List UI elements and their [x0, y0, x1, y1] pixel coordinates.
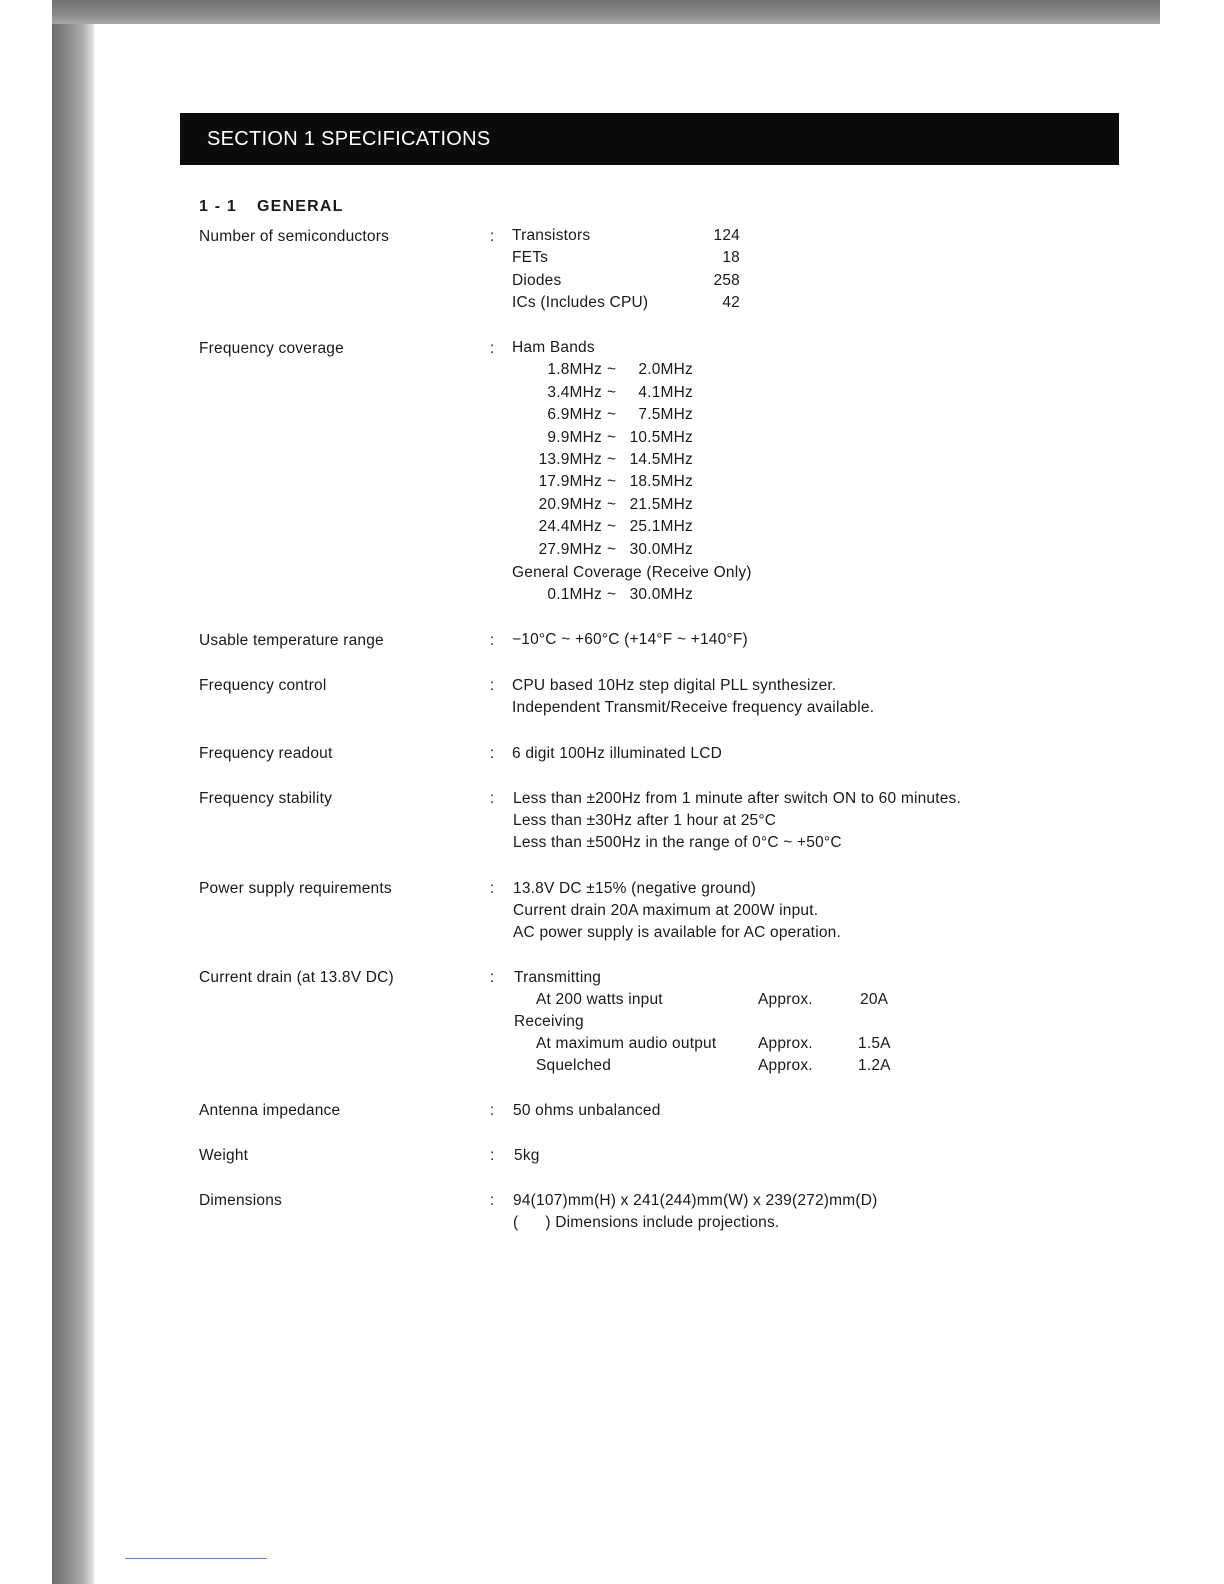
band-separator: ~	[607, 406, 617, 423]
semiconductors-label: Number of semiconductors	[199, 228, 390, 245]
antenna-value: 50 ohms unbalanced	[513, 1102, 661, 1119]
band-high: 7.5MHz	[638, 406, 693, 423]
general-low: 0.1MHz	[547, 586, 602, 603]
band-low: 3.4MHz	[547, 384, 602, 401]
general-coverage-heading: General Coverage (Receive Only)	[512, 564, 752, 581]
band-high: 25.1MHz	[629, 518, 693, 535]
colon: :	[490, 790, 495, 807]
colon: :	[490, 1102, 495, 1119]
scan-binding-shadow	[52, 0, 94, 1584]
frequency-stability-line: Less than ±30Hz after 1 hour at 25°C	[513, 812, 777, 829]
band-low: 20.9MHz	[538, 496, 602, 513]
band-low: 1.8MHz	[547, 361, 602, 378]
section-header-bar	[180, 113, 1119, 165]
current-drain-value: 1.5A	[858, 1035, 891, 1052]
semiconductor-name: FETs	[512, 249, 549, 266]
scan-top-shadow	[52, 0, 1160, 24]
semiconductor-count: 124	[713, 227, 740, 244]
current-drain-approx: Approx.	[758, 991, 813, 1008]
colon: :	[490, 880, 495, 897]
power-supply-label: Power supply requirements	[199, 880, 392, 897]
colon: :	[490, 340, 495, 357]
band-low: 17.9MHz	[538, 473, 602, 490]
semiconductor-name: Diodes	[512, 272, 562, 289]
frequency-stability-line: Less than ±200Hz from 1 minute after switch ON to 60 minutes.	[513, 790, 962, 807]
band-high: 30.0MHz	[629, 541, 693, 558]
band-low: 6.9MHz	[547, 406, 602, 423]
band-high: 4.1MHz	[638, 384, 693, 401]
scan-margin-left	[0, 0, 52, 1584]
footer-underline	[125, 1558, 267, 1559]
temperature-value: −10°C ~ +60°C (+14°F ~ +140°F)	[512, 631, 748, 648]
frequency-control-label: Frequency control	[199, 677, 327, 694]
section-title: SECTION 1 SPECIFICATIONS	[207, 128, 491, 150]
band-high: 2.0MHz	[638, 361, 693, 378]
colon: :	[490, 632, 495, 649]
transmitting-heading: Transmitting	[514, 969, 602, 986]
power-supply-line: 13.8V DC ±15% (negative ground)	[513, 880, 757, 897]
current-drain-desc: At maximum audio output	[536, 1035, 717, 1052]
semiconductor-count: 18	[722, 249, 740, 266]
band-low: 13.9MHz	[538, 451, 602, 468]
band-separator: ~	[607, 473, 617, 490]
band-separator: ~	[607, 541, 617, 558]
frequency-readout-value: 6 digit 100Hz illuminated LCD	[512, 745, 722, 762]
band-separator: ~	[607, 429, 617, 446]
band-separator: ~	[607, 451, 617, 468]
subsection-heading	[199, 198, 344, 216]
ham-bands-heading: Ham Bands	[512, 339, 595, 356]
band-high: 10.5MHz	[629, 429, 693, 446]
temperature-label: Usable temperature range	[199, 632, 384, 649]
band-separator: ~	[607, 518, 617, 535]
semiconductor-count: 258	[713, 272, 740, 289]
semiconductor-name: Transistors	[512, 227, 591, 244]
subsection-number: 1 - 1	[199, 198, 238, 215]
band-high: 21.5MHz	[629, 496, 693, 513]
dimensions-label: Dimensions	[199, 1192, 282, 1209]
semiconductor-name: ICs (Includes CPU)	[512, 294, 649, 311]
band-low: 9.9MHz	[547, 429, 602, 446]
band-high: 18.5MHz	[629, 473, 693, 490]
current-drain-value: 1.2A	[858, 1057, 891, 1074]
colon: :	[490, 1192, 495, 1209]
colon: :	[490, 228, 495, 245]
power-supply-line: AC power supply is available for AC operation.	[513, 924, 841, 941]
weight-value: 5kg	[514, 1147, 540, 1164]
power-supply-line: Current drain 20A maximum at 200W input.	[513, 902, 819, 919]
frequency-control-line: Independent Transmit/Receive frequency available.	[512, 699, 875, 716]
subsection-title: GENERAL	[257, 198, 344, 215]
general-high: 30.0MHz	[629, 586, 693, 603]
colon: :	[490, 677, 495, 694]
scan-margin-right	[1160, 0, 1224, 1584]
receiving-heading: Receiving	[514, 1013, 584, 1030]
band-separator: ~	[607, 361, 617, 378]
colon: :	[490, 969, 495, 986]
frequency-control-line: CPU based 10Hz step digital PLL synthesizer.	[512, 677, 837, 694]
dimensions-note: ( ) Dimensions include projections.	[513, 1214, 780, 1231]
frequency-readout-label: Frequency readout	[199, 745, 333, 762]
frequency-stability-line: Less than ±500Hz in the range of 0°C ~ +50°C	[513, 834, 842, 851]
band-high: 14.5MHz	[629, 451, 693, 468]
antenna-label: Antenna impedance	[199, 1102, 341, 1119]
colon: :	[490, 745, 495, 762]
band-low: 27.9MHz	[538, 541, 602, 558]
frequency-stability-label: Frequency stability	[199, 790, 333, 807]
current-drain-label: Current drain (at 13.8V DC)	[199, 969, 394, 986]
semiconductor-count: 42	[722, 294, 740, 311]
dimensions-value: 94(107)mm(H) x 241(244)mm(W) x 239(272)mm(D)	[513, 1192, 878, 1209]
current-drain-approx: Approx.	[758, 1057, 813, 1074]
weight-label: Weight	[199, 1147, 249, 1164]
band-low: 24.4MHz	[538, 518, 602, 535]
current-drain-desc: Squelched	[536, 1057, 612, 1074]
current-drain-value: 20A	[860, 991, 889, 1008]
band-separator: ~	[607, 384, 617, 401]
colon: :	[490, 1147, 495, 1164]
general-separator: ~	[607, 586, 617, 603]
current-drain-desc: At 200 watts input	[536, 991, 663, 1008]
frequency-coverage-label: Frequency coverage	[199, 340, 344, 357]
current-drain-approx: Approx.	[758, 1035, 813, 1052]
band-separator: ~	[607, 496, 617, 513]
